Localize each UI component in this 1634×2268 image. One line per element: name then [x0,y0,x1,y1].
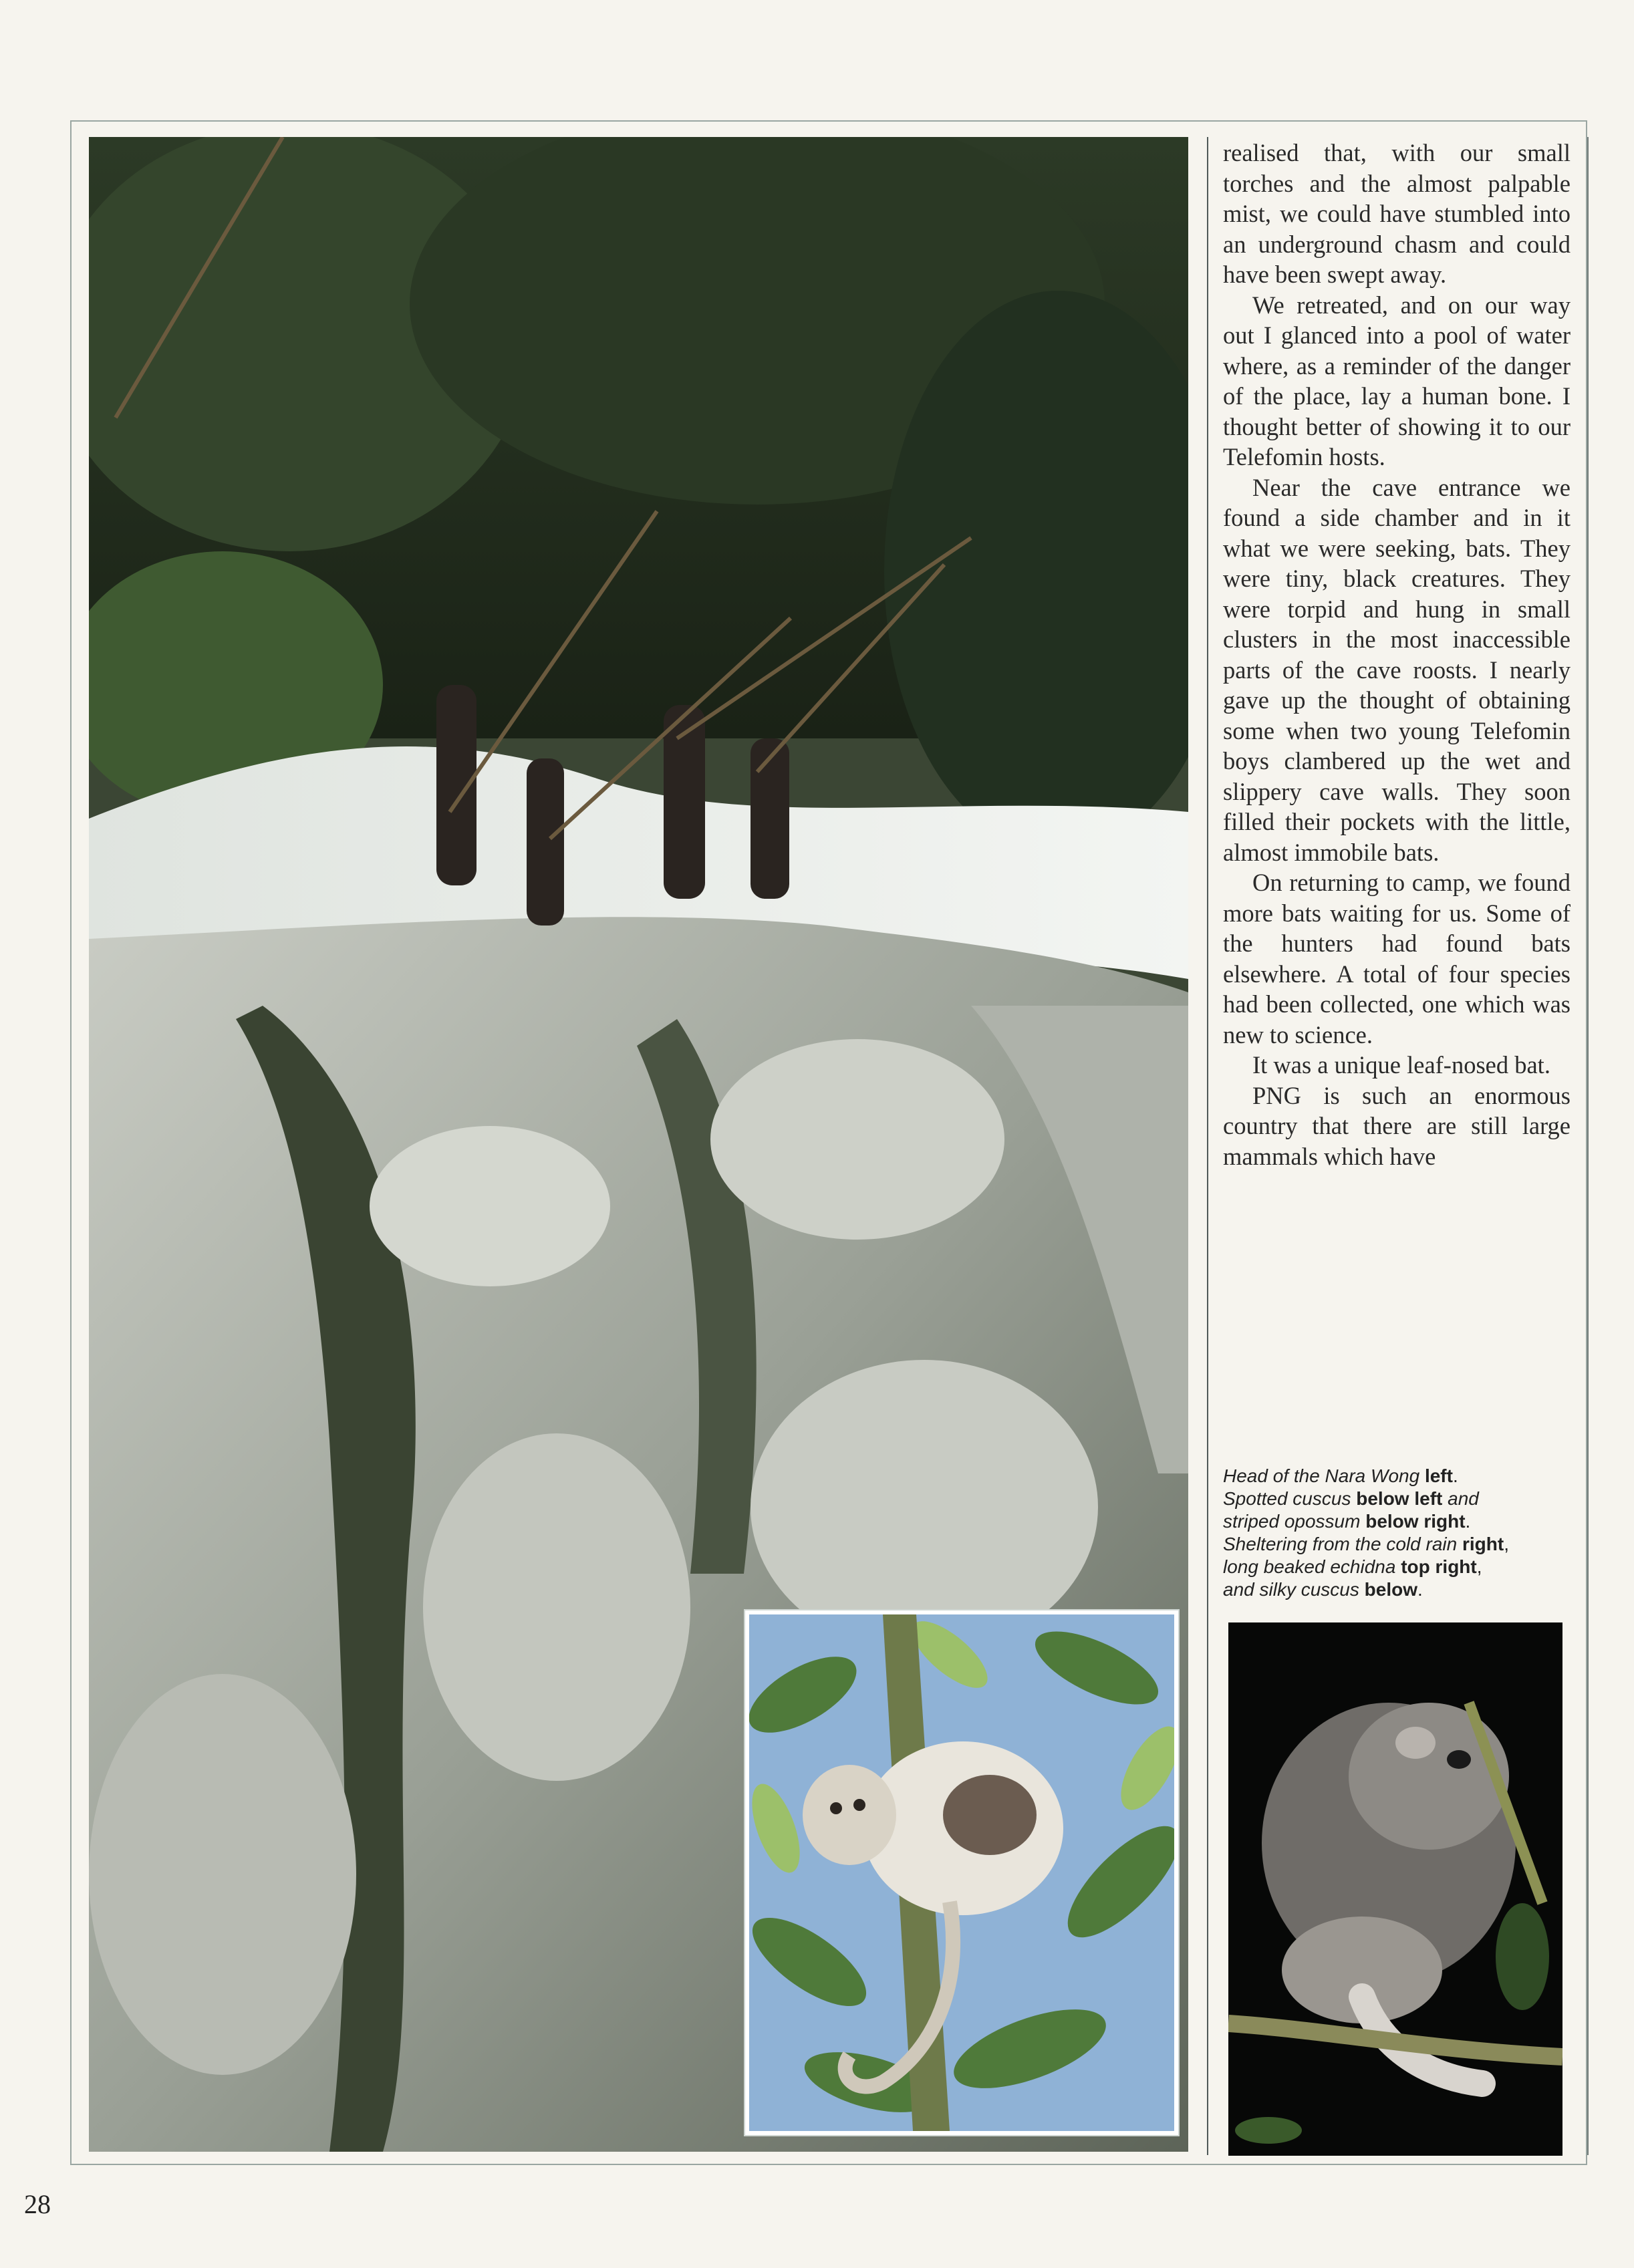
article-paragraph: It was a unique leaf-nosed bat. [1252,1051,1550,1079]
article-paragraph: realised that, with our small torches and the almost palpable mist, we could have stumbled into an underground chasm and could have been swept away. [1223,139,1571,288]
caption-text: striped opossum [1223,1511,1366,1532]
caption-punct: . [1465,1511,1471,1532]
caption-punct: . [1452,1465,1458,1486]
article-paragraph: Near the cave entrance we found a side chamber and in it what we were seeking, bats. They were tiny, black creatures. They were torpid and hung in small clusters in the most inaccessible parts of the cave roosts. I nearly gave up the thought of obtaining some when two young Telefomin boys clambered up the wet and slippery cave walls. They soon filled their pockets with the little, almost immobile bats. [1223,473,1571,866]
inset-photo-spotted-cuscus [745,1610,1178,2135]
caption-line [1223,1510,1571,1533]
caption-text: Sheltering from the cold rain [1223,1534,1462,1554]
article-text-column [1223,138,1571,1171]
caption-line [1223,1556,1571,1578]
right-border-rule [1587,137,1589,2155]
caption-punct: . [1417,1579,1423,1600]
cuscus-graphic [749,1614,1174,2131]
caption-text: and silky cuscus [1223,1579,1365,1600]
caption-position: left [1424,1465,1453,1486]
caption-text: Head of the Nara Wong [1223,1465,1425,1486]
caption-position: below [1364,1579,1417,1600]
caption-punct: , [1476,1556,1482,1577]
article-paragraph: We retreated, and on our way out I glanced into a pool of water where, as a reminder of the danger of the place, lay a human bone. I thought better of showing it to our Telefomin hosts. [1223,291,1571,470]
article-paragraph: On returning to camp, we found more bats waiting for us. Some of the hunters had found bats elsewhere. A total of four species had been collected, one which was new to science. [1223,869,1571,1048]
caption-text: and [1442,1488,1479,1509]
caption-line [1223,1533,1571,1556]
inset-photo-silky-cuscus [1228,1622,1562,2156]
page-number: 28 [24,2189,51,2219]
caption-text: Spotted cuscus [1223,1488,1357,1509]
caption-position: right [1462,1534,1504,1554]
caption-position: below right [1365,1511,1466,1532]
caption-line [1223,1487,1571,1510]
silky-cuscus-graphic [1228,1622,1562,2156]
article-paragraph: PNG is such an enormous country that there are still large mammals which have [1223,1081,1571,1170]
column-divider [1207,137,1208,2155]
caption-position: top right [1401,1556,1477,1577]
caption-line [1223,1578,1571,1601]
photo-caption [1223,1465,1571,1601]
caption-position: below left [1356,1488,1443,1509]
caption-text: long beaked echidna [1223,1556,1401,1577]
caption-line [1223,1465,1571,1487]
caption-punct: , [1504,1534,1509,1554]
